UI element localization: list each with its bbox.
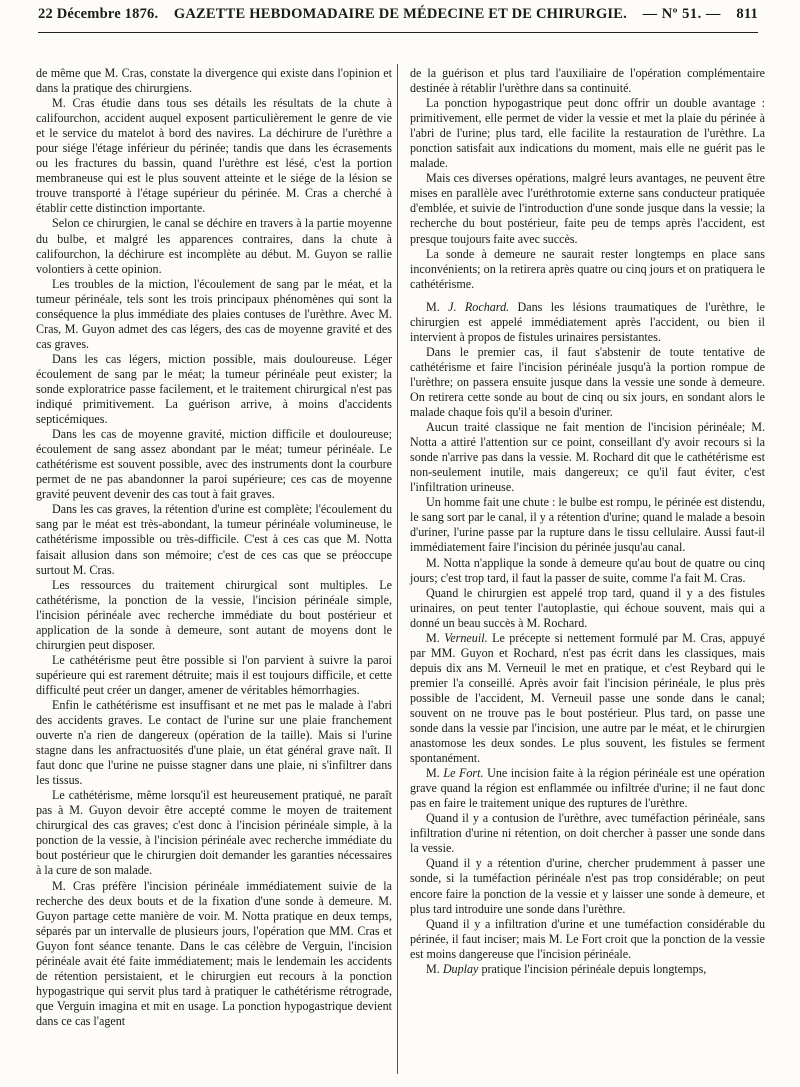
paragraph [410, 856, 765, 916]
paragraph [410, 556, 765, 586]
paragraph [410, 96, 765, 171]
paragraph [36, 66, 392, 96]
paragraph [36, 427, 392, 502]
speaker-prefix: M. [426, 630, 445, 645]
paragraph-text: Selon ce chirurgien, le canal se déchire en travers à la partie moyenne du bulbe, et malgré les apparences contraires, dans la chute à califourchon, la déchirure est incomplète au début. M. Guyon se rallie volontiers à cette opinion. [36, 216, 392, 276]
paragraph [36, 216, 392, 276]
paragraph [410, 495, 765, 555]
speaker-name: Verneuil. [444, 630, 488, 645]
paragraph [36, 879, 392, 1029]
paragraph [36, 578, 392, 653]
paragraph-text: La sonde à demeure ne saurait rester longtemps en place sans inconvénients; on la retirera après quatre ou cinq jours et on pratiquera le cathétérisme. [410, 246, 765, 291]
paragraph [410, 586, 765, 631]
paragraph [410, 247, 765, 292]
paragraph-text: Dans les cas de moyenne gravité, miction difficile et douloureuse; écoulement de sang assez abondant par le méat; tumeur périnéale. Le cathétérisme est souvent possible, avec des instruments dont la courbure permet de ne pas abandonner la paroi supérieure; ces cas de moyenne gravité peuvent devenir des cas tout à fait graves. [36, 427, 392, 502]
paragraph-text: M. Cras préfère l'incision périnéale immédiatement suivie de la recherche des deux bouts et de la fixation d'une sonde à demeure. M. Guyon partage cette manière de voir. M. Notta pratique en deux temps, séparés par un intervalle de plusieurs jours, l'opération que MM. Cras et Guyon font séance tenante. Dans le cas célèbre de Verguin, l'incision périnéale avait été faite immédiatement; mais le lendemain les accidents de rétention persistaient, et le chirurgien eut recours à la ponction hypogastrique qui servit plus tard à pratiquer le cathétérisme rétrograde, que Verguin imagina et mit en usage. La ponction hypogastrique devient dans ce cas l'agent [36, 878, 392, 1028]
paragraph [36, 352, 392, 427]
header-page-number: 811 [736, 6, 758, 22]
paragraph-text: Quand le chirurgien est appelé trop tard, quand il y a des fistules urinaires, on peut tenter l'autoplastie, qui échoue souvent, mais qui a donné un beau succès à M. Rochard. [410, 585, 765, 630]
column-divider [397, 64, 398, 1074]
paragraph-text: de la guérison et plus tard l'auxiliaire de l'opération complémentaire destinée à rétablir l'urèthre dans sa continuité. [410, 66, 765, 96]
paragraph [36, 96, 392, 216]
paragraph-text: Dans les cas graves, la rétention d'urine est complète; l'écoulement du sang par le méat est très-abondant, la tumeur périnéale volumineuse, le cathétérisme impossible ou très-difficile. C'est à ces cas que M. Notta faisait allusion dans son mémoire; c'est de ces cas que se préoccupe surtout M. Cras. [36, 502, 392, 577]
speaker-prefix: M. [426, 299, 449, 314]
right-column [410, 66, 765, 977]
speaker-name: J. Rochard. [448, 299, 510, 314]
paragraph-text: Quand il y a rétention d'urine, chercher prudemment à passer une sonde, si la tuméfaction périnéale n'est pas trop considérable; on peut encore faire la ponction de la vessie et y laisser une sonde à demeure, et plus tard introduire une sonde dans l'urèthre. [410, 856, 765, 916]
paragraph-text: Les ressources du traitement chirurgical sont multiples. Le cathétérisme, la ponction de la vessie, l'incision périnéale simple, l'incision périnéale avec recherche immédiate du bout postérieur et application de la sonde à demeure, sont autant de moyens dont le chirurgien peut disposer. [36, 577, 392, 652]
paragraph-text: Dans les lésions traumatiques de l'urèthre, le chirurgien est appelé immédiatement après l'accident, ou bien il intervient à propos de fistules urinaires persistantes. [410, 299, 765, 344]
paragraph-text: Le cathétérisme, même lorsqu'il est heureusement pratiqué, ne paraît pas à M. Guyon devoir être accepté comme le moyen de traitement chirurgical des cas graves; c'est donc à l'incision périnéale simple, à la ponction de la vessie, à l'incision périnéale avec recherche immédiate du bout postérieur que le chirurgien doit demander les garanties nécessaires à la cure de son malade. [36, 788, 392, 878]
paragraph [410, 917, 765, 962]
paragraph-text: Dans les cas légers, miction possible, mais douloureuse. Léger écoulement de sang par le méat; la tumeur périnéale peut exister; la sonde exploratrice passe facilement, et le traitement chirurgical n'est pas indiqué primitivement. La guérison arrive, à moins d'accidents septicémiques. [36, 351, 392, 427]
speaker-prefix: M. [426, 961, 443, 976]
paragraph-text: de même que M. Cras, constate la divergence qui existe dans l'opinion et dans la pratique des chirurgiens. [36, 66, 392, 96]
paragraph [410, 345, 765, 420]
paragraph [410, 766, 765, 811]
page-header [38, 6, 758, 33]
paragraph-text: Mais ces diverses opérations, malgré leurs avantages, ne peuvent être mises en parallèle avec l'uréthrotomie externe sans conducteur pratiquée d'emblée, et suivie de l'introduction d'une sonde jusque dans la vessie; la recherche du bout postérieur, faite peu de temps après l'accident, est presque toujours faite avec succès. [410, 171, 765, 246]
paragraph-text: Dans le premier cas, il faut s'abstenir de toute tentative de cathétérisme et faire l'incision périnéale jusqu'à la portion rompue de l'urèthre; on passera ensuite jusque dans la vessie une sonde à demeure. On retirera cette sonde au bout de cinq ou six jours, en sondant alors le malade chaque fois qu'il a besoin d'uriner. [410, 344, 765, 420]
header-date: 22 Décembre 1876. [38, 6, 159, 22]
speaker-prefix: M. [426, 766, 444, 781]
paragraph [36, 277, 392, 352]
paragraph [410, 171, 765, 246]
paragraph-text: Quand il y a contusion de l'urèthre, avec tuméfaction périnéale, sans infiltration d'urine ni rétention, on doit chercher à passer une sonde dans la vessie. [410, 811, 765, 856]
paragraph-text: La ponction hypogastrique peut donc offrir un double avantage : primitivement, elle permet de vider la vessie et met la plaie du périnée à l'abri de l'urine; plus tard, elle facilite la restauration de l'urèthre. La ponction satisfait aux indications du moment, mais elle ne guérit pas le malade. [410, 96, 765, 171]
paragraph-text: M. Cras étudie dans tous ses détails les résultats de la chute à califourchon, accident auquel exposent particulièrement le genre de vie et le service du matelot à bord des navires. La déchirure de l'urèthre a pour siége l'étage inférieur du périnée; tandis que dans les écrasements ou les fractures du bassin, quand l'urèthre est lésé, c'est la portion membraneuse qui est le plus souvent atteinte et le siége de la lésion se trouve transporté à l'étage supérieur du périnée. M. Cras a cherché à établir cette distinction importante. [36, 96, 392, 216]
left-column [36, 66, 392, 1029]
paragraph [36, 502, 392, 577]
paragraph [410, 420, 765, 495]
paragraph-text: Une incision faite à la région périnéale est une opération grave quand la région est enflammée ou infiltrée d'urine; il ne faut donc pas en faire le traitement unique des ruptures de l'urèthre. [410, 766, 765, 811]
paragraph-text: pratique l'incision périnéale depuis longtemps, [478, 961, 707, 976]
paragraph [410, 66, 765, 96]
paragraph-text: Le cathétérisme peut être possible si l'on parvient à suivre la paroi supérieure qui est rarement détruite; mais il est toujours difficile, et cette difficulté peut créer un danger, amener de véritables hémorrhagies. [36, 652, 392, 697]
paragraph-text: Les troubles de la miction, l'écoulement de sang par le méat, et la tumeur périnéale, tels sont les trois principaux phénomènes qui sont la conséquence la plus immédiate des plaies contuses de l'urèthre. Avec M. Cras, M. Guyon admet des cas légers, des cas de moyenne gravité et des cas graves. [36, 276, 392, 351]
header-journal-title: GAZETTE HEBDOMADAIRE DE MÉDECINE ET DE CHIRURGIE. [173, 6, 627, 22]
paragraph-text: Un homme fait une chute : le bulbe est rompu, le périnée est distendu, le sang sort par le canal, il y a rétention d'urine; quand le malade a besoin d'uriner, l'urine passe par la rupture dans le tissu cellulaire. Aussi faut-il immédiatement faire l'incision du périnée jusqu'au canal. [410, 495, 765, 555]
paragraph-text: Quand il y a infiltration d'urine et une tuméfaction considérable du périnée, il faut inciser; mais M. Le Fort croit que la ponction de la vessie est moins dangereuse que l'incision périnéale. [410, 916, 765, 961]
paragraph [36, 698, 392, 788]
paragraph-text: Aucun traité classique ne fait mention de l'incision périnéale; M. Notta a attiré l'attention sur ce point, conseillant d'y avoir recours si la sonde n'arrive pas dans la vessie. M. Rochard dit que le cathétérisme est non-seulement inutile, mais dangereux; ce qu'il faut éviter, c'est l'infiltration urineuse. [410, 420, 765, 495]
paragraph [410, 631, 765, 766]
paragraph-text: Enfin le cathétérisme est insuffisant et ne met pas le malade à l'abri des accidents graves. Le contact de l'urine sur une plaie franchement ouverte n'a rien de dangereux (opération de la taille). Mais si l'urine stagne dans les anfractuosités d'une plaie, un état général grave naît. Il faut donc que l'urine ne puisse stagner dans une plaie, ni s'infiltrer dans les tissus. [36, 697, 392, 788]
paragraph [410, 811, 765, 856]
paragraph [36, 788, 392, 878]
header-issue-number: — Nº 51. — [642, 6, 721, 22]
paragraph [36, 653, 392, 698]
paragraph [410, 962, 765, 977]
paragraph [410, 300, 765, 345]
paragraph-text: M. Notta n'applique la sonde à demeure qu'au bout de quatre ou cinq jours; c'est trop tard, il faut la passer de suite, comme l'a fait M. Cras. [410, 555, 765, 585]
speaker-name: Duplay [442, 961, 479, 976]
paragraph-text: Le précepte si nettement formulé par M. Cras, appuyé par MM. Guyon et Rochard, n'est pas écrit dans les classiques, mais depuis dix ans M. Verneuil le met en pratique, et c'est Reybard qui le premier l'a conseillé. Après avoir fait l'incision périnéale, le plus près possible de l'accident, M. Verneuil passe une sonde dans le canal; souvent on ne trouve pas le bout postérieur. Plus tard, on passe une sonde dans la vessie par l'incision, une autre par le méat, et le chirurgien anastomose les deux sondes. Le plus souvent, les fistules se ferment spontanément. [410, 630, 765, 766]
speaker-name: Le Fort. [443, 766, 484, 781]
